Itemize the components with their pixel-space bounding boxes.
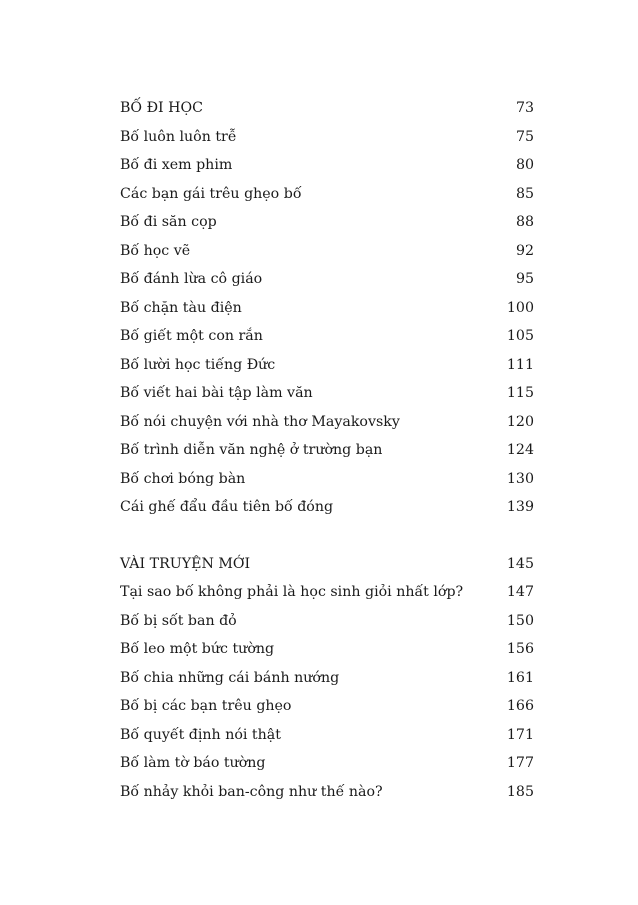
toc-entry xyxy=(120,692,534,721)
entry-page: 92 xyxy=(515,242,534,259)
entry-title: Bố chơi bóng bàn xyxy=(120,470,246,487)
toc-entry xyxy=(120,664,534,693)
entry-title: Bố đi săn cọp xyxy=(120,214,217,230)
entry-page: 177 xyxy=(506,755,534,771)
section-heading-page: 73 xyxy=(515,100,534,116)
toc-entry xyxy=(120,294,534,323)
entry-page: 88 xyxy=(515,214,534,230)
entry-title: Bố leo một bức tường xyxy=(120,641,275,657)
entry-title: Bố chia những cái bánh nướng xyxy=(120,669,340,686)
entry-title: Bố bị các bạn trêu ghẹo xyxy=(120,698,292,714)
toc-entry xyxy=(120,635,534,664)
entry-title: Bố lười học tiếng Đức xyxy=(120,356,276,373)
entry-page: 120 xyxy=(506,413,534,430)
toc-entry xyxy=(120,322,534,351)
entry-page: 161 xyxy=(506,669,534,686)
entry-title: Bố chặn tàu điện xyxy=(120,299,242,316)
table-of-contents xyxy=(120,94,534,806)
toc-section-vai-truyen-moi xyxy=(120,550,534,807)
section-heading-page: 145 xyxy=(506,555,534,572)
toc-entry xyxy=(120,778,534,807)
entry-title: Bố làm tờ báo tường xyxy=(120,755,266,771)
toc-entry xyxy=(120,379,534,408)
entry-title: Bố học vẽ xyxy=(120,242,191,259)
entry-page: 166 xyxy=(506,698,534,714)
toc-section-bo-di-hoc xyxy=(120,94,534,522)
entry-title: Bố quyết định nói thật xyxy=(120,726,281,743)
section-heading-title: BỐ ĐI HỌC xyxy=(120,100,203,116)
entry-page: 185 xyxy=(506,783,534,800)
entry-page: 100 xyxy=(506,299,534,316)
toc-entry xyxy=(120,607,534,636)
entry-page: 150 xyxy=(506,612,534,629)
toc-entry xyxy=(120,180,534,209)
entry-page: 105 xyxy=(506,328,534,344)
entry-title: Bố giết một con rắn xyxy=(120,328,263,344)
entry-page: 95 xyxy=(515,271,534,287)
toc-entry xyxy=(120,721,534,750)
entry-title: Cái ghế đẩu đầu tiên bố đóng xyxy=(120,499,334,515)
toc-entry xyxy=(120,351,534,380)
toc-entry xyxy=(120,436,534,465)
section-heading-title: VÀI TRUYỆN MỚI xyxy=(120,555,251,572)
entry-page: 75 xyxy=(515,128,534,145)
toc-entry xyxy=(120,749,534,778)
entry-page: 130 xyxy=(506,470,534,487)
entry-title: Bố luôn luôn trễ xyxy=(120,128,237,145)
entry-title: Bố đánh lừa cô giáo xyxy=(120,271,263,287)
entry-title: Bố bị sốt ban đỏ xyxy=(120,612,237,629)
entry-title: Tại sao bố không phải là học sinh giỏi nhất lớp? xyxy=(120,584,464,600)
entry-title: Bố nhảy khỏi ban-công như thế nào? xyxy=(120,783,383,800)
entry-page: 111 xyxy=(506,356,534,373)
toc-entry xyxy=(120,493,534,522)
entry-title: Các bạn gái trêu ghẹo bố xyxy=(120,185,302,202)
section-heading xyxy=(120,550,534,579)
entry-page: 139 xyxy=(506,499,534,515)
section-heading xyxy=(120,94,534,123)
toc-entry xyxy=(120,151,534,180)
entry-page: 147 xyxy=(506,584,534,600)
toc-entry xyxy=(120,123,534,152)
entry-page: 115 xyxy=(506,385,534,401)
entry-title: Bố đi xem phim xyxy=(120,157,233,173)
entry-title: Bố trình diễn văn nghệ ở trường bạn xyxy=(120,442,383,458)
toc-entry xyxy=(120,578,534,607)
toc-entry xyxy=(120,465,534,494)
entry-title: Bố nói chuyện với nhà thơ Mayakovsky xyxy=(120,413,400,430)
entry-page: 85 xyxy=(515,185,534,202)
entry-page: 156 xyxy=(506,641,534,657)
entry-page: 80 xyxy=(515,157,534,173)
toc-entry xyxy=(120,237,534,266)
toc-entry xyxy=(120,265,534,294)
entry-page: 124 xyxy=(506,442,534,458)
entry-page: 171 xyxy=(506,726,534,743)
toc-entry xyxy=(120,208,534,237)
entry-title: Bố viết hai bài tập làm văn xyxy=(120,385,313,401)
toc-entry xyxy=(120,408,534,437)
